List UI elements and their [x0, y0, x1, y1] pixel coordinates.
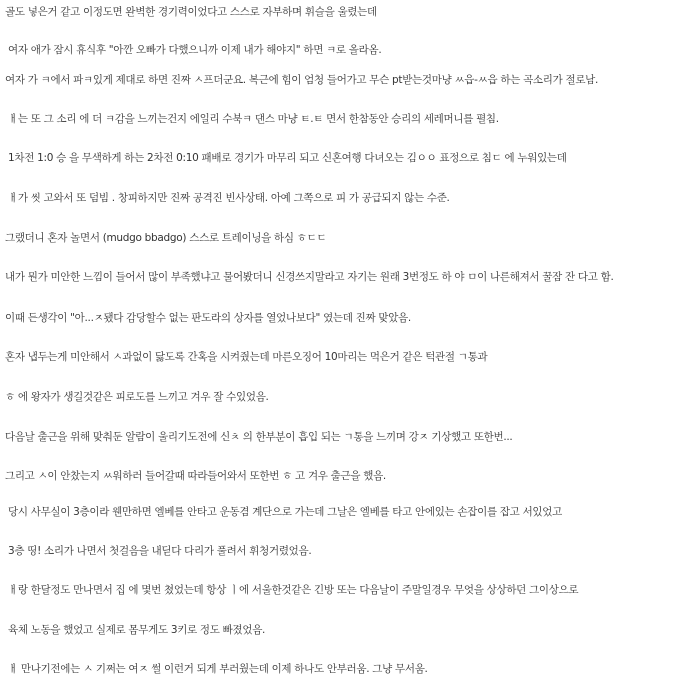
- paragraph: 이때 든생각이 "아...ㅈ됐다 감당할수 없는 판도라의 상자를 열었나보다" 였는데 진짜 맞았음.: [5, 312, 411, 324]
- paragraph: 다음날 출근을 위해 맞춰둔 알람이 울리기도전에 신ㅊ 의 한부분이 흡입 되는 ㄱ통을 느끼며 강ㅈ 기상했고 또한번...: [5, 431, 513, 443]
- paragraph: 그리고 ㅅ이 안찼는지 ㅆ워하러 들어갈때 따라들어와서 또한번 ㅎ 고 겨우 출근을 했음.: [5, 470, 386, 482]
- paragraph: ㅐ 만나기전에는 ㅅ 기쩌는 여ㅈ 썰 이런거 되게 부러웠는데 이제 하나도 안부러움. 그냥 무서움.: [8, 663, 428, 675]
- paragraph: 혼자 냅두는게 미안해서 ㅅ과없이 닳도록 간혹을 시켜줬는데 마른오징어 10마리는 먹은거 같은 턱관절 ㄱ통과: [5, 351, 488, 363]
- paragraph: 그랬더니 혼자 놀면서 (mudgo bbadgo) 스스로 트레이닝을 하심 ㅎㄷㄷ: [5, 232, 327, 244]
- paragraph: 당시 사무실이 3층이라 웬만하면 엘베를 안타고 운동겸 계단으로 가는데 그날은 엘베를 타고 안에있는 손잡이를 잡고 서있었고: [8, 506, 562, 518]
- paragraph: 내가 뭔가 미안한 느낌이 들어서 많이 부족했냐고 물어봤더니 신경쓰지말라고 자기는 원래 3번정도 하 야 ㅁ이 나른해져서 꿀잠 잔 다고 함.: [5, 271, 614, 283]
- paragraph: ㅐ랑 한달정도 만나면서 집 에 몇번 쳤었는데 항상 ㅣ에 서울한것같은 긴방 또는 다음날이 주말일경우 무엇을 상상하던 그이상으로: [8, 584, 579, 596]
- paragraph: ㅐ가 씻 고와서 또 덤빔 . 창피하지만 진짜 공격진 빈사상태. 아예 그쪽으로 피 가 공급되지 않는 수준.: [8, 192, 450, 204]
- paragraph: 여자 가 ㅋ에서 파ㅋ있게 제대로 하면 진짜 ㅅ프더군요. 복근에 힘이 엄청 들어가고 무슨 pt받는것마냥 ㅆ읍-ㅆ읍 하는 곡소리가 절로남.: [5, 74, 599, 86]
- paragraph: 여자 애가 잠시 휴식후 "아깐 오빠가 다했으니까 이제 내가 해야지" 하면 ㅋ로 올라옴.: [8, 44, 382, 56]
- paragraph: 3층 띵! 소리가 나면서 첫걸음을 내딛다 다리가 풀려서 휘청거렸었음.: [8, 545, 312, 557]
- paragraph: 골도 넣은거 같고 이정도면 완벽한 경기력이었다고 스스로 자부하며 휘슬을 울렸는데: [5, 6, 377, 18]
- paragraph: 육체 노동을 했었고 실제로 몸무게도 3키로 정도 빠졌었음.: [8, 624, 266, 636]
- paragraph: ㅎ 에 왕자가 생길것같은 피로도를 느끼고 겨우 잘 수있었음.: [5, 391, 269, 403]
- paragraph: 1차전 1:0 승 을 무색하게 하는 2차전 0:10 패배로 경기가 마무리 되고 신혼여행 다녀오는 김ㅇㅇ 표정으로 침ㄷ 에 누워있는데: [8, 152, 567, 164]
- paragraph: ㅐ는 또 그 소리 에 더 ㅋ감을 느끼는건지 에일리 수북ㅋ 댄스 마냥 ㅌ.ㅌ 면서 한참동안 승리의 세레머니를 펼침.: [8, 113, 499, 125]
